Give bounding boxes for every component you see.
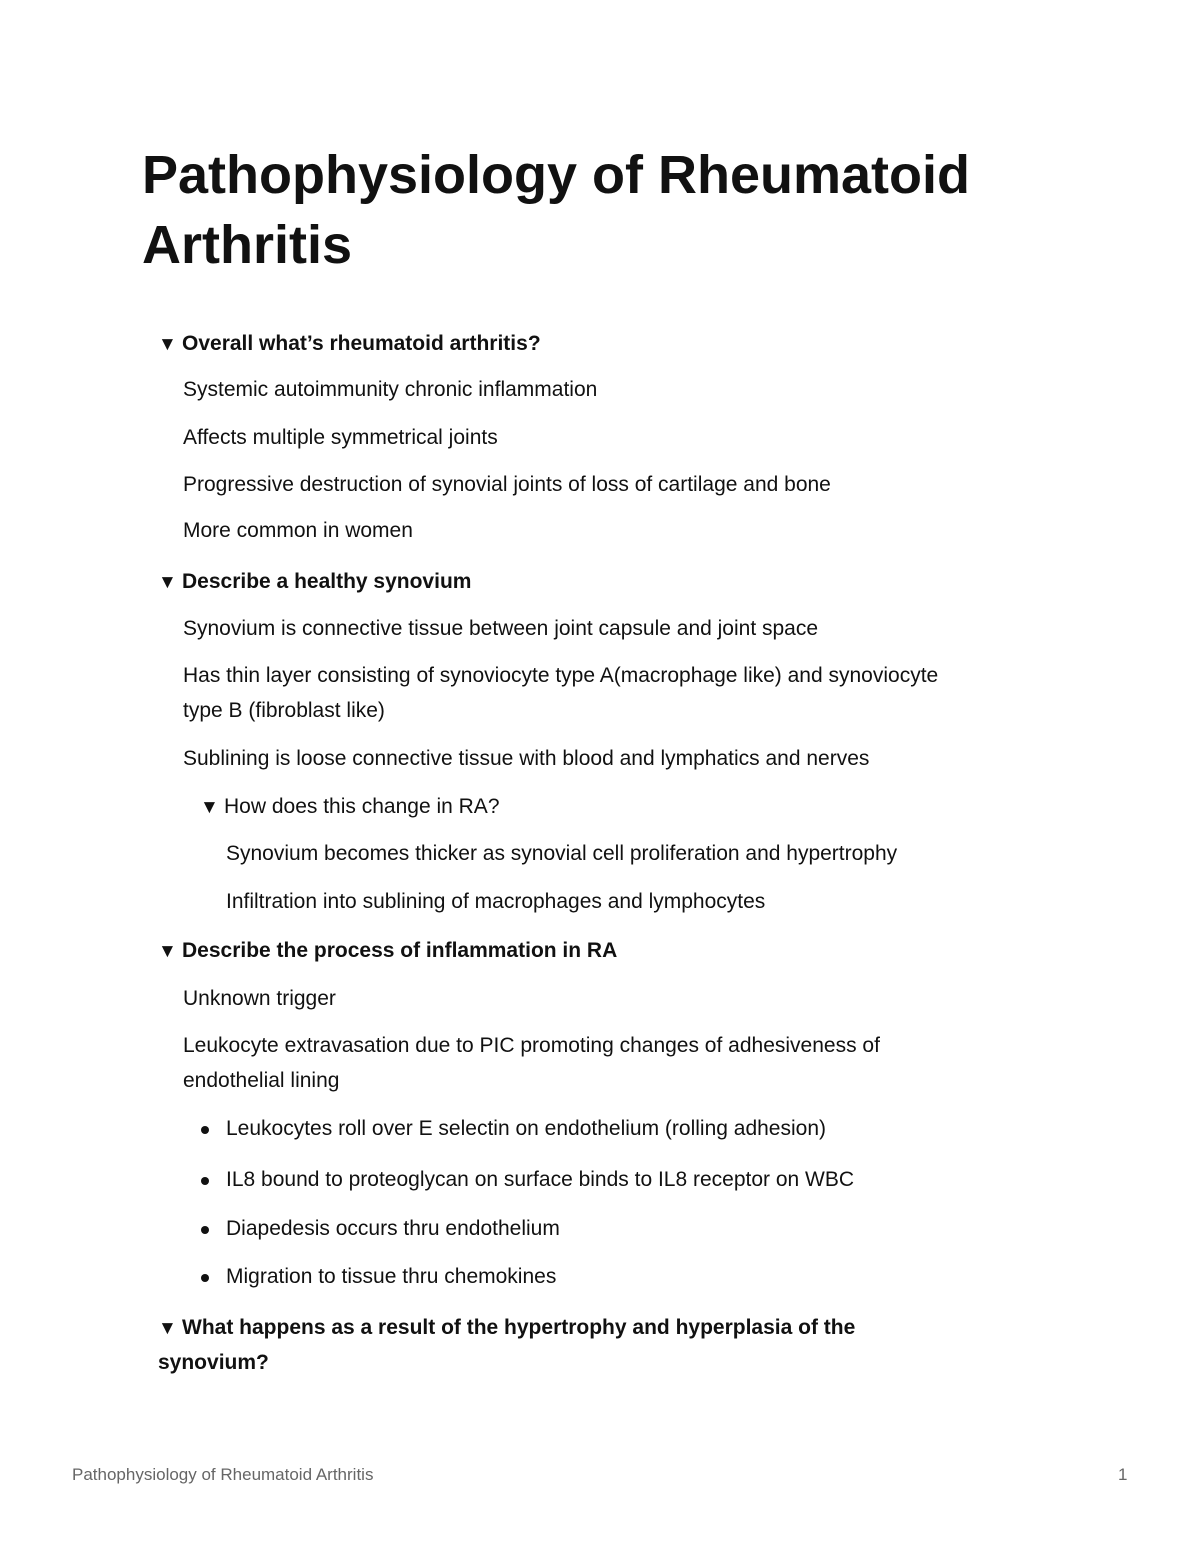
bullet-dot-icon <box>201 1177 209 1185</box>
toggle-triangle-icon: ▼ <box>158 572 177 593</box>
toggle-triangle-icon: ▼ <box>158 1318 177 1339</box>
toggle-heading: How does this change in RA? <box>224 795 500 818</box>
text-line: Systemic autoimmunity chronic inflammation <box>183 378 598 401</box>
bullet-dot-icon <box>201 1126 209 1134</box>
toggle-heading: Describe the process of inflammation in RA <box>182 939 618 962</box>
list-item <box>226 1112 826 1146</box>
text-line: Progressive destruction of synovial joints of loss of cartilage and bone <box>183 473 831 496</box>
toggle-overall-ra[interactable] <box>158 327 541 362</box>
text-line: endothelial lining <box>183 1069 340 1092</box>
text-line: type B (fibroblast like) <box>183 699 385 722</box>
list-item <box>226 1212 560 1246</box>
page-title: Pathophysiology of Rheumatoid Arthritis <box>142 145 971 275</box>
toggle-heading-continuation: synovium? <box>158 1351 269 1374</box>
text-line: Has thin layer consisting of synoviocyte type A(macrophage like) and synoviocyte <box>183 664 939 687</box>
bullet-dot-icon <box>201 1226 209 1234</box>
text-line: Affects multiple symmetrical joints <box>183 426 498 449</box>
toggle-heading: Overall what’s rheumatoid arthritis? <box>182 332 541 355</box>
text-line: More common in women <box>183 519 413 542</box>
toggle-inflammation-process[interactable] <box>158 934 617 969</box>
text-line: Synovium is connective tissue between joint capsule and joint space <box>183 617 819 640</box>
text-line: Unknown trigger <box>183 987 336 1010</box>
list-item-text: Diapedesis occurs thru endothelium <box>226 1217 560 1240</box>
toggle-heading: What happens as a result of the hypertrophy and hyperplasia of the <box>182 1316 856 1339</box>
toggle-healthy-synovium[interactable] <box>158 565 471 600</box>
text-line: Synovium becomes thicker as synovial cell proliferation and hypertrophy <box>226 842 898 865</box>
bullet-dot-icon <box>201 1274 209 1282</box>
list-item-text: IL8 bound to proteoglycan on surface binds to IL8 receptor on WBC <box>226 1168 855 1191</box>
list-item <box>226 1163 854 1197</box>
footer-page-number: 1 <box>1118 1465 1128 1484</box>
toggle-heading: Describe a healthy synovium <box>182 570 472 593</box>
text-line: Sublining is loose connective tissue with blood and lymphatics and nerves <box>183 747 870 770</box>
toggle-triangle-icon: ▼ <box>158 334 177 355</box>
toggle-hypertrophy-result[interactable] <box>158 1311 855 1346</box>
toggle-triangle-icon: ▼ <box>158 941 177 962</box>
list-item <box>226 1260 556 1294</box>
toggle-change-in-ra[interactable] <box>200 790 500 825</box>
text-line: Leukocyte extravasation due to PIC promoting changes of adhesiveness of <box>183 1034 880 1057</box>
list-item-text: Migration to tissue thru chemokines <box>226 1265 557 1288</box>
text-line: Infiltration into sublining of macrophages and lymphocytes <box>226 890 766 913</box>
list-item-text: Leukocytes roll over E selectin on endothelium (rolling adhesion) <box>226 1117 826 1140</box>
toggle-triangle-icon: ▼ <box>200 797 219 818</box>
footer-document-title: Pathophysiology of Rheumatoid Arthritis <box>72 1465 374 1484</box>
